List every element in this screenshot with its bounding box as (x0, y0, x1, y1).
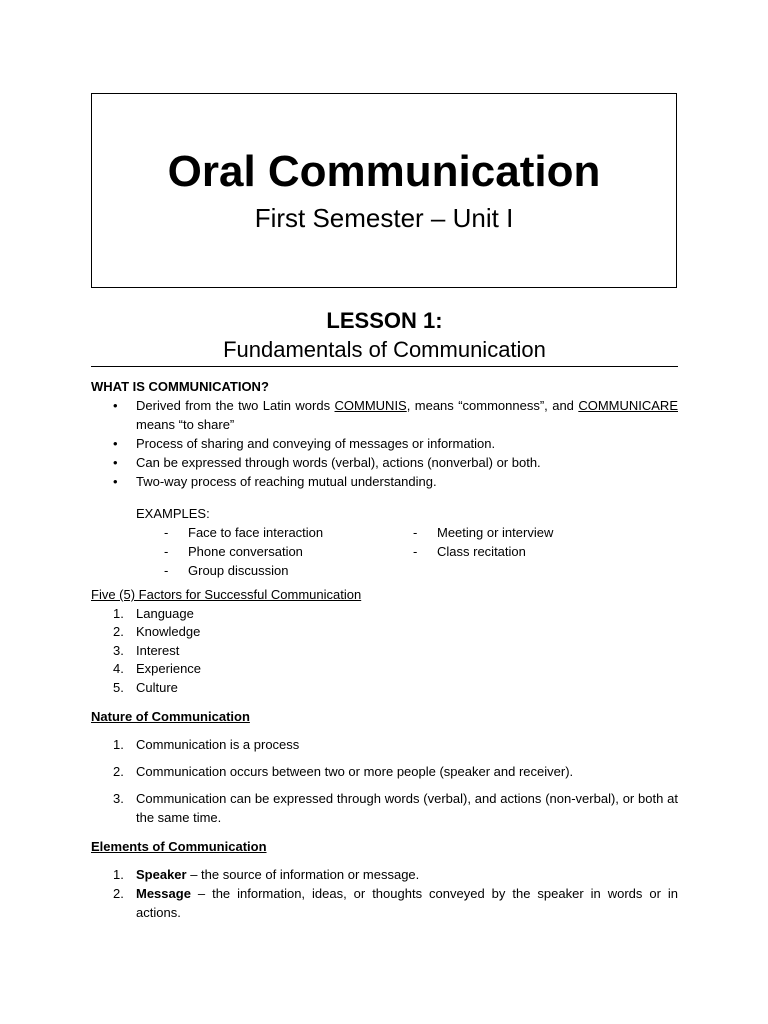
bullet-text: Process of sharing and conveying of messages or information. (136, 436, 496, 451)
examples-right-column (413, 523, 553, 561)
nature-heading: Nature of Communication (91, 709, 250, 724)
list-text: Experience (136, 661, 202, 676)
list-text: Communication occurs between two or more people (speaker and receiver). (136, 764, 574, 779)
example-text: Phone conversation (188, 544, 303, 559)
bullet-icon: • (113, 436, 118, 451)
elements-section (91, 837, 678, 922)
list-text: Knowledge (136, 624, 201, 639)
bullet-text: , means “commonness”, and (406, 398, 579, 413)
dash-icon: - (413, 544, 418, 559)
list-item (91, 660, 678, 679)
what-is-list (91, 396, 678, 491)
factors-section (91, 586, 678, 697)
list-item (91, 735, 678, 754)
lesson-number: LESSON 1: (326, 308, 443, 333)
list-item (91, 884, 678, 922)
list-text: Communication is a process (136, 737, 300, 752)
list-number: 3. (113, 791, 124, 806)
nature-list (91, 735, 678, 827)
term-message: Message (136, 886, 191, 901)
example-text: Group discussion (188, 563, 289, 578)
dash-icon: - (164, 525, 169, 540)
list-number: 1. (113, 605, 124, 621)
elements-list (91, 865, 678, 922)
list-text: Culture (136, 679, 178, 695)
list-item (91, 472, 678, 491)
list-item (91, 453, 678, 472)
dash-icon: - (413, 525, 418, 540)
list-item (91, 789, 678, 827)
elements-heading: Elements of Communication (91, 839, 267, 854)
bullet-icon: • (113, 398, 118, 413)
bullet-text: Two-way process of reaching mutual understanding. (136, 474, 437, 489)
example-item (164, 542, 323, 561)
list-number: 2. (113, 886, 124, 901)
example-item (413, 523, 553, 542)
example-text: Meeting or interview (437, 525, 554, 540)
bullet-icon: • (113, 474, 118, 489)
bullet-icon: • (113, 455, 118, 470)
divider (91, 366, 678, 367)
document-subtitle: First Semester – Unit I (254, 203, 514, 233)
list-number: 4. (113, 661, 124, 676)
list-number: 1. (113, 867, 124, 882)
list-number: 2. (113, 764, 124, 779)
dash-icon: - (164, 563, 169, 578)
latin-word-communis: COMMUNIS (334, 398, 407, 413)
example-item (164, 523, 323, 542)
what-is-section (91, 377, 678, 491)
list-number: 5. (113, 679, 124, 695)
list-number: 2. (113, 624, 124, 639)
title-box (91, 93, 677, 288)
list-number: 3. (113, 642, 124, 658)
examples-left-column (164, 523, 323, 580)
example-item (164, 561, 323, 580)
document-title: Oral Communication (167, 147, 601, 196)
list-text: – the source of information or message. (186, 867, 420, 882)
list-text: Interest (136, 642, 180, 658)
bullet-text: means “to share” (136, 417, 235, 432)
list-item (91, 865, 678, 884)
list-text: Communication can be expressed through words (verbal), and actions (non-verbal), or both at the same time. (136, 791, 678, 825)
term-speaker: Speaker (136, 867, 187, 882)
list-item (91, 679, 678, 698)
list-item (91, 434, 678, 453)
nature-section (91, 707, 678, 827)
what-is-heading: WHAT IS COMMUNICATION? (91, 379, 269, 394)
latin-word-communicare: COMMUNICARE (578, 398, 678, 413)
examples-label: EXAMPLES: (136, 506, 210, 521)
list-number: 1. (113, 737, 124, 752)
list-text: Language (136, 605, 194, 621)
bullet-text: Derived from the two Latin words (136, 398, 335, 413)
example-text: Class recitation (437, 544, 526, 559)
list-item (91, 623, 678, 642)
bullet-text: Can be expressed through words (verbal), actions (nonverbal) or both. (136, 455, 541, 470)
dash-icon: - (164, 544, 169, 559)
list-item (91, 762, 678, 781)
list-text: – the information, ideas, or thoughts conveyed by the speaker in words or in actions. (136, 886, 678, 920)
factors-list (91, 605, 678, 698)
example-item (413, 542, 553, 561)
list-item (91, 642, 678, 661)
list-item (91, 605, 678, 624)
list-item (91, 396, 678, 434)
factors-heading: Five (5) Factors for Successful Communication (91, 587, 362, 602)
example-text: Face to face interaction (188, 525, 324, 540)
lesson-title: Fundamentals of Communication (223, 337, 546, 362)
